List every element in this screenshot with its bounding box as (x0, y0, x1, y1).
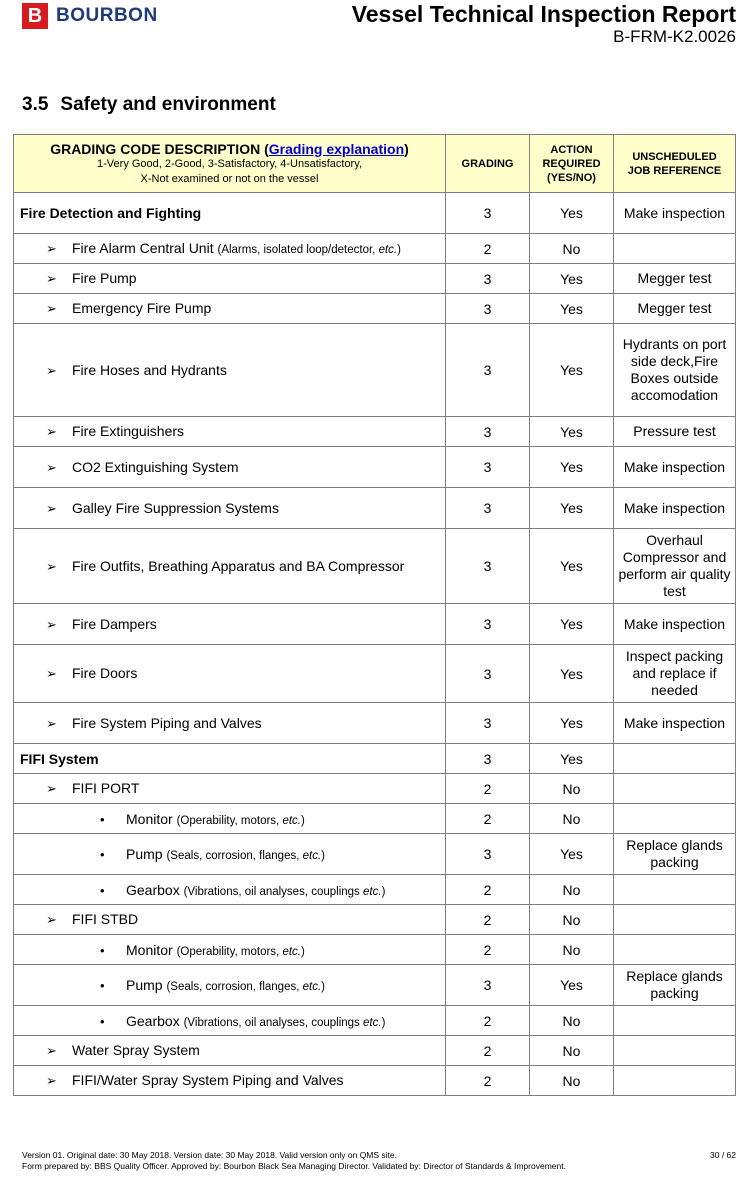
row-action-required: Yes (530, 447, 614, 488)
header-desc-title: GRADING CODE DESCRIPTION ( (50, 140, 269, 157)
category-row (14, 744, 736, 774)
row-label: Water Spray System (72, 1042, 200, 1058)
row-description (14, 604, 446, 645)
form-code: B-FRM-K2.0026 (613, 27, 736, 46)
row-grading: 3 (446, 604, 530, 645)
row-detail: (Vibrations, oil analyses, couplings etc.) (183, 1016, 386, 1029)
row-job-reference: Inspect packing and replace if needed (614, 645, 736, 703)
table-header-row (14, 135, 736, 193)
dot-bullet-icon: • (100, 847, 105, 862)
section-title: Safety and environment (60, 94, 276, 115)
row-job-reference (614, 744, 736, 774)
row-grading: 3 (446, 294, 530, 324)
row-action-required: Yes (530, 488, 614, 529)
row-label: Monitor (126, 810, 177, 827)
row-action-required: No (530, 905, 614, 935)
item-row (14, 965, 736, 1006)
row-detail: (Vibrations, oil analyses, couplings etc.) (183, 885, 386, 898)
item-row (14, 417, 736, 447)
row-grading: 3 (446, 965, 530, 1006)
row-job-reference: Make inspection (614, 193, 736, 234)
category-row (14, 193, 736, 234)
footer-approval: Form prepared by: BBS Quality Officer. Approved by: Bourbon Black Sea Managing Director. Validated by: Director of Standards & Improvement. (22, 1161, 566, 1171)
header-grading: GRADING (446, 135, 530, 193)
item-row (14, 447, 736, 488)
row-description (14, 193, 446, 234)
row-grading: 2 (446, 1006, 530, 1036)
row-label: Fire Hoses and Hydrants (72, 361, 227, 378)
row-description (14, 935, 446, 965)
item-row (14, 529, 736, 604)
header-action-required (530, 135, 614, 193)
row-grading: 2 (446, 905, 530, 935)
header-job-l2: JOB REFERENCE (627, 164, 722, 177)
row-grading: 3 (446, 447, 530, 488)
row-action-required: No (530, 1066, 614, 1096)
arrow-bullet-icon: ➢ (46, 424, 57, 439)
arrow-bullet-icon: ➢ (46, 1043, 57, 1058)
row-description (14, 234, 446, 264)
grading-explanation-link[interactable]: Grading explanation (268, 140, 405, 157)
row-label: FIFI PORT (72, 780, 140, 796)
row-grading: 3 (446, 417, 530, 447)
section-heading (22, 94, 276, 116)
row-grading: 2 (446, 804, 530, 834)
row-action-required: No (530, 774, 614, 804)
row-label: Fire Dampers (72, 615, 157, 632)
row-detail: (Operability, motors, etc.) (176, 814, 305, 827)
row-grading: 3 (446, 744, 530, 774)
row-label: Fire Extinguishers (72, 423, 185, 439)
row-description (14, 488, 446, 529)
row-description (14, 744, 446, 774)
row-job-reference (614, 1006, 736, 1036)
row-job-reference: Overhaul Compressor and perform air quality test (614, 529, 736, 604)
dot-bullet-icon: • (100, 942, 105, 958)
item-row (14, 804, 736, 834)
row-action-required: Yes (530, 703, 614, 744)
row-description (14, 1066, 446, 1096)
item-row (14, 488, 736, 529)
header-desc-title-end: ) (404, 140, 409, 157)
arrow-bullet-icon: ➢ (46, 781, 57, 796)
row-job-reference (614, 905, 736, 935)
row-job-reference: Replace glands packing (614, 965, 736, 1006)
row-label: Gearbox (126, 1012, 184, 1029)
row-description (14, 417, 446, 447)
row-label: FIFI System (20, 750, 99, 767)
row-action-required: Yes (530, 645, 614, 703)
row-description (14, 804, 446, 834)
row-job-reference (614, 774, 736, 804)
row-detail: (Operability, motors, etc.) (176, 945, 305, 958)
row-label: Monitor (126, 941, 177, 958)
arrow-bullet-icon: ➢ (46, 1073, 57, 1088)
dot-bullet-icon: • (100, 811, 105, 827)
row-action-required: No (530, 875, 614, 905)
header-job-l1: UNSCHEDULED (632, 150, 717, 163)
row-label: Pump (126, 846, 167, 862)
header-action-l2: REQUIRED (542, 157, 601, 170)
arrow-bullet-icon: ➢ (46, 271, 57, 286)
row-description (14, 294, 446, 324)
row-grading: 3 (446, 264, 530, 294)
item-row (14, 1006, 736, 1036)
row-description (14, 324, 446, 417)
arrow-bullet-icon: ➢ (46, 616, 57, 632)
row-label: FIFI STBD (72, 911, 139, 927)
row-detail: (Seals, corrosion, flanges, etc.) (166, 981, 326, 993)
arrow-bullet-icon: ➢ (46, 459, 57, 475)
row-label: Galley Fire Suppression Systems (72, 499, 279, 516)
row-grading: 2 (446, 1066, 530, 1096)
row-job-reference (614, 1066, 736, 1096)
company-logo (22, 3, 158, 29)
row-label: FIFI/Water Spray System Piping and Valves (72, 1072, 344, 1088)
row-grading: 2 (446, 1036, 530, 1066)
row-description (14, 1006, 446, 1036)
logo-text: BOURBON (56, 5, 158, 26)
row-action-required: Yes (530, 264, 614, 294)
header-action-l3: (YES/NO) (547, 171, 596, 184)
item-row (14, 1036, 736, 1066)
item-row (14, 774, 736, 804)
row-job-reference (614, 804, 736, 834)
row-job-reference (614, 875, 736, 905)
row-label: Fire System Piping and Valves (72, 714, 262, 731)
row-description (14, 905, 446, 935)
row-description (14, 447, 446, 488)
item-row (14, 604, 736, 645)
report-title: Vessel Technical Inspection Report (351, 1, 736, 27)
row-description (14, 703, 446, 744)
row-grading: 3 (446, 703, 530, 744)
row-detail: (Seals, corrosion, flanges, etc.) (166, 850, 326, 862)
row-action-required: Yes (530, 834, 614, 875)
row-description (14, 1036, 446, 1066)
item-row (14, 703, 736, 744)
row-grading: 3 (446, 834, 530, 875)
row-action-required: No (530, 935, 614, 965)
row-job-reference: Make inspection (614, 488, 736, 529)
row-description (14, 529, 446, 604)
item-row (14, 935, 736, 965)
row-grading: 2 (446, 875, 530, 905)
logo-mark: B (22, 3, 48, 29)
row-action-required: Yes (530, 417, 614, 447)
item-row (14, 905, 736, 935)
row-label: Fire Outfits, Breathing Apparatus and BA Compressor (72, 557, 405, 574)
row-description (14, 774, 446, 804)
row-job-reference: Megger test (614, 294, 736, 324)
row-action-required: Yes (530, 324, 614, 417)
row-grading: 2 (446, 234, 530, 264)
row-job-reference: Pressure test (614, 417, 736, 447)
row-job-reference: Hydrants on port side deck,Fire Boxes outside accomodation (614, 324, 736, 417)
row-action-required: Yes (530, 744, 614, 774)
row-label: Emergency Fire Pump (72, 300, 212, 316)
page-footer (22, 1150, 566, 1172)
row-job-reference: Megger test (614, 264, 736, 294)
row-grading: 3 (446, 488, 530, 529)
page-number: 30 / 62 (710, 1150, 736, 1160)
row-description (14, 875, 446, 905)
dot-bullet-icon: • (100, 882, 105, 898)
header-job-reference (614, 135, 736, 193)
row-job-reference: Make inspection (614, 447, 736, 488)
item-row (14, 234, 736, 264)
dot-bullet-icon: • (100, 978, 105, 993)
row-description (14, 645, 446, 703)
item-row (14, 264, 736, 294)
row-label: Gearbox (126, 881, 184, 898)
row-description (14, 264, 446, 294)
arrow-bullet-icon: ➢ (46, 500, 57, 516)
row-grading: 3 (446, 645, 530, 703)
row-action-required: No (530, 234, 614, 264)
footer-version: Version 01. Original date: 30 May 2018. Version date: 30 May 2018. Valid version only on QMS site. (22, 1150, 398, 1160)
row-job-reference (614, 234, 736, 264)
header-description (14, 135, 446, 193)
row-label: CO2 Extinguishing System (72, 458, 239, 475)
row-description (14, 965, 446, 1006)
row-action-required: Yes (530, 193, 614, 234)
arrow-bullet-icon: ➢ (46, 301, 57, 316)
row-grading: 2 (446, 935, 530, 965)
row-action-required: Yes (530, 529, 614, 604)
item-row (14, 1066, 736, 1096)
grading-codes-line2: X-Not examined or not on the vessel (140, 172, 319, 185)
arrow-bullet-icon: ➢ (46, 912, 57, 927)
dot-bullet-icon: • (100, 1013, 105, 1029)
header-action-l1: ACTION (550, 143, 593, 156)
item-row (14, 645, 736, 703)
row-action-required: No (530, 804, 614, 834)
row-grading: 3 (446, 324, 530, 417)
section-number: 3.5 (22, 94, 49, 115)
item-row (14, 875, 736, 905)
row-label: Fire Detection and Fighting (20, 205, 202, 221)
arrow-bullet-icon: ➢ (46, 241, 57, 256)
row-label: Pump (126, 977, 167, 993)
row-grading: 3 (446, 529, 530, 604)
item-row (14, 834, 736, 875)
row-action-required: Yes (530, 294, 614, 324)
arrow-bullet-icon: ➢ (46, 558, 57, 574)
row-job-reference (614, 935, 736, 965)
item-row (14, 324, 736, 417)
row-grading: 3 (446, 193, 530, 234)
row-label: Fire Pump (72, 270, 137, 286)
row-action-required: Yes (530, 965, 614, 1006)
row-description (14, 834, 446, 875)
row-job-reference: Replace glands packing (614, 834, 736, 875)
arrow-bullet-icon: ➢ (46, 362, 57, 378)
row-action-required: No (530, 1036, 614, 1066)
arrow-bullet-icon: ➢ (46, 666, 57, 681)
row-job-reference: Make inspection (614, 604, 736, 645)
row-action-required: Yes (530, 604, 614, 645)
inspection-table (13, 134, 736, 1096)
row-detail: (Alarms, isolated loop/detector, etc.) (217, 244, 401, 256)
row-label: Fire Alarm Central Unit (72, 240, 218, 256)
item-row (14, 294, 736, 324)
row-grading: 2 (446, 774, 530, 804)
row-label: Fire Doors (72, 665, 138, 681)
row-job-reference (614, 1036, 736, 1066)
row-action-required: No (530, 1006, 614, 1036)
grading-codes-line1: 1-Very Good, 2-Good, 3-Satisfactory, 4-Unsatisfactory, (97, 157, 362, 170)
row-job-reference: Make inspection (614, 703, 736, 744)
arrow-bullet-icon: ➢ (46, 715, 57, 731)
